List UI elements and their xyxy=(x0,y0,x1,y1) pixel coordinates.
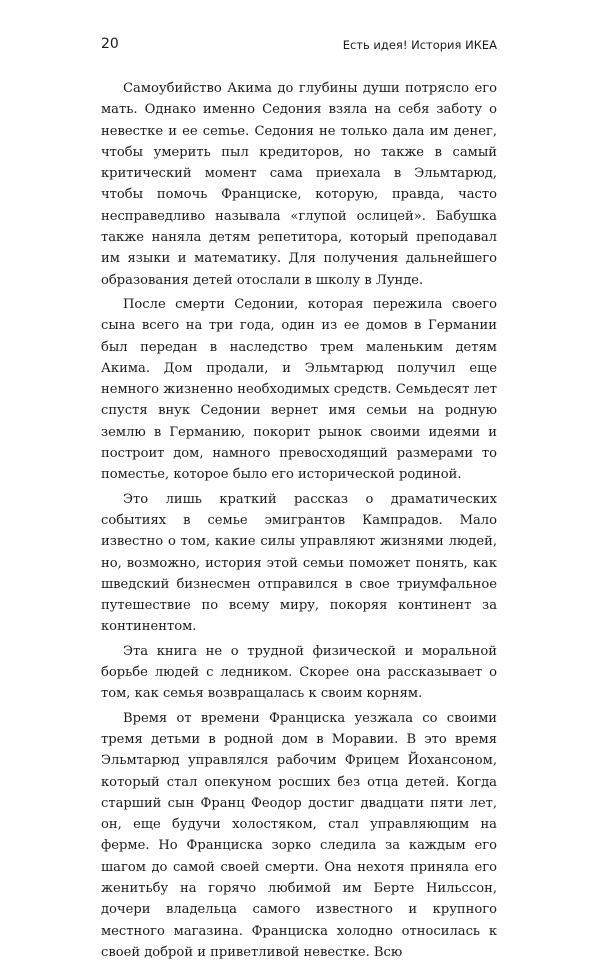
paragraph: Самоубийство Акима до глубины души потрясло его мать. Однако именно Седония взяла на себя заботу о невестке и ее сеmье. Седония не только дала им денег, чтобы умерить пыл кредиторов, но также в самый критический момент сама приехала в Эльмтарюд, чтобы помочь Франциске, которую, правда, часто несправедливо называла «глупой ослицей». Бабушка также наняла детям репетитора, который преподавал им языки и математику. Для получения дальнейшего образования детей отослали в школу в Лунде. xyxy=(101,81,497,288)
paragraph: После смерти Седонии, которая пережила своего сына всего на три года, один из ее домов в Германии был передан в наследство трем маленьким детям Акима. Дом продали, и Эльмтарюд получил еще немного жизненно необходимых средств. Семьдесят лет спустя внук Седонии вернет имя семьи на родную землю в Германию, покорит рынок своими идеями и построит дом, намного превосходящий размерами то поместье, которое было его исторической родиной. xyxy=(101,296,497,483)
running-title: Есть идея! История ИКЕА xyxy=(342,38,497,52)
body-text xyxy=(101,78,497,963)
paragraph: Эта книга не о трудной физической и моральной борьбе людей с ледником. Скорее она рассказывает о том, как семья возвращалась к своим корням. xyxy=(101,643,497,702)
page-header xyxy=(101,35,497,57)
page-number: 20 xyxy=(101,36,119,52)
paragraph: Время от времени Франциска уезжала со своими тремя детьми в родной дом в Моравии. В это время Эльмтарюд управлялся рабочим Фрицем Йохансоном, который стал опекуном росших без отца детей. Когда старший сын Франц Феодор достиг двадцати пяти лет, он, еще будучи холостяком, стал управляющим на ферме. Но Франциска зорко следила за каждым его шагом до самой своей смерти. Она нехотя приняла его женитьбу на горячо любимой им Берте Нильссон, дочери владельца самого известного и крупного местного магазина. Франциска холодно относилась к своей доброй и приветливой невестке. Всю xyxy=(101,710,497,960)
paragraph: Это лишь краткий рассказ о драматических событиях в семье эмигрантов Кампрадов. Мало известно о том, какие силы управляют жизнями людей, но, возможно, история этой семьи поможет понять, как шведский бизнесмен отправился в свое триумфальное путешествие по всему миру, покоряя континент за континентом. xyxy=(101,491,497,635)
